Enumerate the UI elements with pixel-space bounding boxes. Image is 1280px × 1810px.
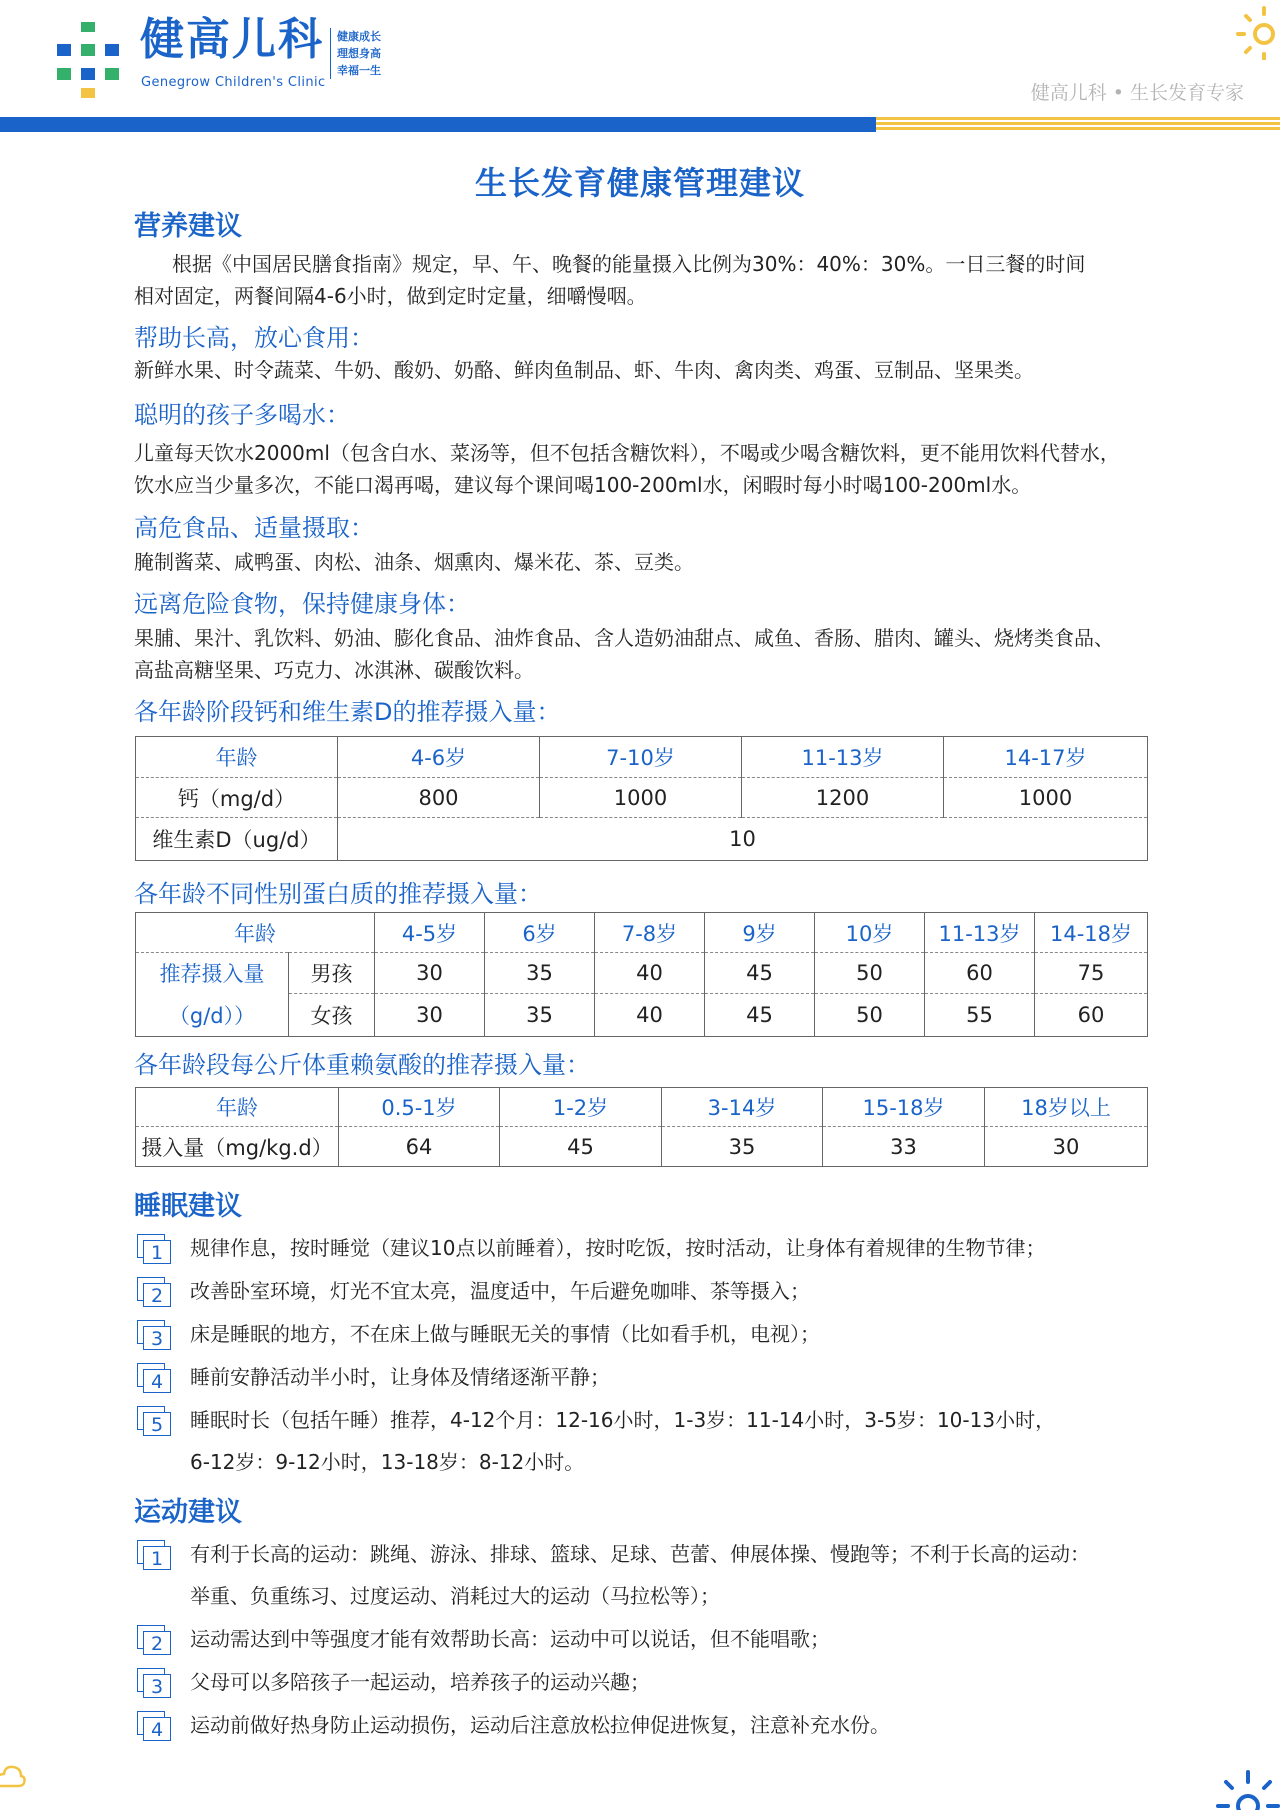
list-number-badge: 4 bbox=[137, 1711, 171, 1741]
list-item: 睡前安静活动半小时，让身体及情绪逐渐平静； bbox=[190, 1365, 610, 1389]
lysine-table bbox=[135, 1087, 1148, 1167]
table-title-protein: 各年龄不同性别蛋白质的推荐摄入量： bbox=[134, 880, 542, 908]
list-number-badge: 1 bbox=[137, 1234, 171, 1264]
list-item: 运动需达到中等强度才能有效帮助长高：运动中可以说话，但不能唱歌； bbox=[190, 1627, 830, 1651]
table-title-calcium: 各年龄阶段钙和维生素D的推荐摄入量： bbox=[134, 698, 561, 726]
list-number-badge: 4 bbox=[137, 1363, 171, 1393]
table-title-lysine: 各年龄段每公斤体重赖氨酸的推荐摄入量： bbox=[134, 1051, 590, 1079]
list-number-badge: 1 bbox=[137, 1540, 171, 1570]
table-header-cell: 1-2岁 bbox=[500, 1088, 662, 1127]
table-header-cell: 7-10岁 bbox=[540, 737, 742, 778]
clinic-logo-icon bbox=[57, 22, 119, 98]
table-cell: 35 bbox=[485, 994, 595, 1037]
table-row-label: （g/d）） bbox=[168, 1003, 256, 1028]
table-header-cell: 9岁 bbox=[705, 913, 815, 953]
subsection-text: 腌制酱菜、咸鸭蛋、肉松、油条、烟熏肉、爆米花、茶、豆类。 bbox=[134, 550, 694, 574]
sun-icon bbox=[1216, 1766, 1280, 1810]
list-item: 改善卧室环境，灯光不宜太亮，温度适中，午后避免咖啡、茶等摄入； bbox=[190, 1279, 810, 1303]
table-cell: 50 bbox=[815, 994, 925, 1037]
list-item: 6-12岁：9-12小时，13-18岁：8-12小时。 bbox=[190, 1450, 585, 1474]
list-item: 有利于长高的运动：跳绳、游泳、排球、篮球、足球、芭蕾、伸展体操、慢跑等；不利于长高的运动： bbox=[190, 1542, 1090, 1566]
table-cell: 40 bbox=[595, 953, 705, 994]
list-item: 规律作息，按时睡觉（建议10点以前睡着），按时吃饭，按时活动，让身体有着规律的生物节律； bbox=[190, 1236, 1046, 1260]
table-header-cell: 年龄 bbox=[136, 913, 375, 953]
table-row-label: 摄入量（mg/kg.d） bbox=[141, 1135, 333, 1160]
table-header-cell: 6岁 bbox=[485, 913, 595, 953]
header-divider-blue bbox=[0, 117, 876, 132]
calcium-vitamin-d-table bbox=[135, 736, 1148, 861]
list-number-badge: 2 bbox=[137, 1277, 171, 1307]
table-header-cell: 3-14岁 bbox=[662, 1088, 823, 1127]
table-cell: 60 bbox=[1035, 994, 1148, 1037]
table-cell: 35 bbox=[662, 1127, 823, 1167]
subsection-text: 果脯、果汁、乳饮料、奶油、膨化食品、油炸食品、含人造奶油甜点、咸鱼、香肠、腊肉、罐头、烧烤类食品、 bbox=[134, 626, 1114, 650]
subsection-text: 饮水应当少量多次，不能口渴再喝，建议每个课间喝100-200ml水，闲暇时每小时喝100-200ml水。 bbox=[134, 473, 1032, 497]
protein-table bbox=[135, 912, 1148, 1037]
list-number-badge: 5 bbox=[137, 1406, 171, 1436]
cloud-icon bbox=[0, 1762, 26, 1790]
table-cell: 35 bbox=[485, 953, 595, 994]
table-row-label: 钙（mg/d） bbox=[136, 778, 338, 818]
slogan-line: 理想身高 bbox=[337, 47, 381, 60]
table-header-cell: 18岁以上 bbox=[985, 1088, 1148, 1127]
table-cell: 33 bbox=[823, 1127, 985, 1167]
subsection-text: 新鲜水果、时令蔬菜、牛奶、酸奶、奶酪、鲜肉鱼制品、虾、牛肉、禽肉类、鸡蛋、豆制品、坚果类。 bbox=[134, 358, 1034, 382]
list-number-badge: 3 bbox=[137, 1668, 171, 1698]
subsection-title: 聪明的孩子多喝水： bbox=[134, 401, 350, 429]
subsection-text: 高盐高糖坚果、巧克力、冰淇淋、碳酸饮料。 bbox=[134, 658, 534, 682]
table-cell: 50 bbox=[815, 953, 925, 994]
nutrition-intro: 相对固定，两餐间隔4-6小时，做到定时定量，细嚼慢咽。 bbox=[134, 284, 647, 308]
table-row-label: 男孩 bbox=[289, 953, 375, 994]
table-header-cell: 14-18岁 bbox=[1035, 913, 1148, 953]
table-cell: 45 bbox=[705, 953, 815, 994]
table-header-cell: 11-13岁 bbox=[742, 737, 944, 778]
table-cell: 45 bbox=[500, 1127, 662, 1167]
brand-slogan bbox=[330, 28, 381, 79]
table-cell: 30 bbox=[375, 994, 485, 1037]
slogan-line: 幸福一生 bbox=[337, 64, 381, 77]
table-header-cell: 15-18岁 bbox=[823, 1088, 985, 1127]
table-header-cell: 14-17岁 bbox=[944, 737, 1148, 778]
table-row-label: 推荐摄入量 bbox=[159, 962, 265, 987]
table-cell: 1000 bbox=[944, 778, 1148, 818]
page-title: 生长发育健康管理建议 bbox=[474, 164, 805, 202]
list-number-badge: 3 bbox=[137, 1320, 171, 1350]
list-number-badge: 2 bbox=[137, 1625, 171, 1655]
slogan-line: 健康成长 bbox=[337, 30, 381, 43]
table-cell: 55 bbox=[925, 994, 1035, 1037]
table-header-cell: 0.5-1岁 bbox=[339, 1088, 500, 1127]
brand-name: 健高儿科 bbox=[140, 14, 324, 65]
table-header-cell: 11-13岁 bbox=[925, 913, 1035, 953]
table-cell: 1200 bbox=[742, 778, 944, 818]
table-header-cell: 4-6岁 bbox=[338, 737, 540, 778]
table-cell: 30 bbox=[985, 1127, 1148, 1167]
table-cell: 10 bbox=[338, 818, 1148, 861]
list-item: 父母可以多陪孩子一起运动，培养孩子的运动兴趣； bbox=[190, 1670, 650, 1694]
brand-english-name: Genegrow Children's Clinic bbox=[141, 75, 326, 90]
tagline: 健高儿科 • 生长发育专家 bbox=[1030, 82, 1244, 104]
table-header-cell: 年龄 bbox=[136, 737, 338, 778]
sun-icon bbox=[1226, 2, 1280, 60]
section-title-nutrition: 营养建议 bbox=[134, 211, 242, 242]
table-cell: 30 bbox=[375, 953, 485, 994]
list-item: 睡眠时长（包括午睡）推荐，4-12个月：12-16小时，1-3岁：11-14小时，3-5岁：10-13小时， bbox=[190, 1408, 1056, 1432]
table-header-cell: 年龄 bbox=[136, 1088, 339, 1127]
table-cell: 40 bbox=[595, 994, 705, 1037]
nutrition-intro: 根据《中国居民膳食指南》规定，早、午、晚餐的能量摄入比例为30%：40%：30%。一日三餐的时间 bbox=[172, 252, 1086, 276]
subsection-title: 高危食品、适量摄取： bbox=[134, 514, 374, 542]
table-cell: 64 bbox=[339, 1127, 500, 1167]
subsection-title: 远离危险食物，保持健康身体： bbox=[134, 590, 470, 618]
list-item: 举重、负重练习、过度运动、消耗过大的运动（马拉松等）； bbox=[190, 1584, 720, 1608]
table-cell: 800 bbox=[338, 778, 540, 818]
table-header-cell: 7-8岁 bbox=[595, 913, 705, 953]
subsection-text: 儿童每天饮水2000ml（包含白水、菜汤等，但不包括含糖饮料），不喝或少喝含糖饮料，更不能用饮料代替水， bbox=[134, 441, 1120, 465]
table-row-label: 女孩 bbox=[289, 994, 375, 1037]
table-header-cell: 4-5岁 bbox=[375, 913, 485, 953]
section-title-sleep: 睡眠建议 bbox=[134, 1191, 242, 1222]
header-divider-yellow bbox=[876, 117, 1280, 132]
table-cell: 1000 bbox=[540, 778, 742, 818]
list-item: 床是睡眠的地方，不在床上做与睡眠无关的事情（比如看手机，电视）； bbox=[190, 1322, 820, 1346]
table-header-cell: 10岁 bbox=[815, 913, 925, 953]
table-row-label: 维生素D（ug/d） bbox=[152, 828, 321, 852]
subsection-title: 帮助长高，放心食用： bbox=[134, 324, 374, 352]
section-title-exercise: 运动建议 bbox=[134, 1497, 242, 1528]
list-item: 运动前做好热身防止运动损伤，运动后注意放松拉伸促进恢复，注意补充水份。 bbox=[190, 1713, 890, 1737]
table-cell: 45 bbox=[705, 994, 815, 1037]
table-cell: 60 bbox=[925, 953, 1035, 994]
table-cell: 75 bbox=[1035, 953, 1148, 994]
